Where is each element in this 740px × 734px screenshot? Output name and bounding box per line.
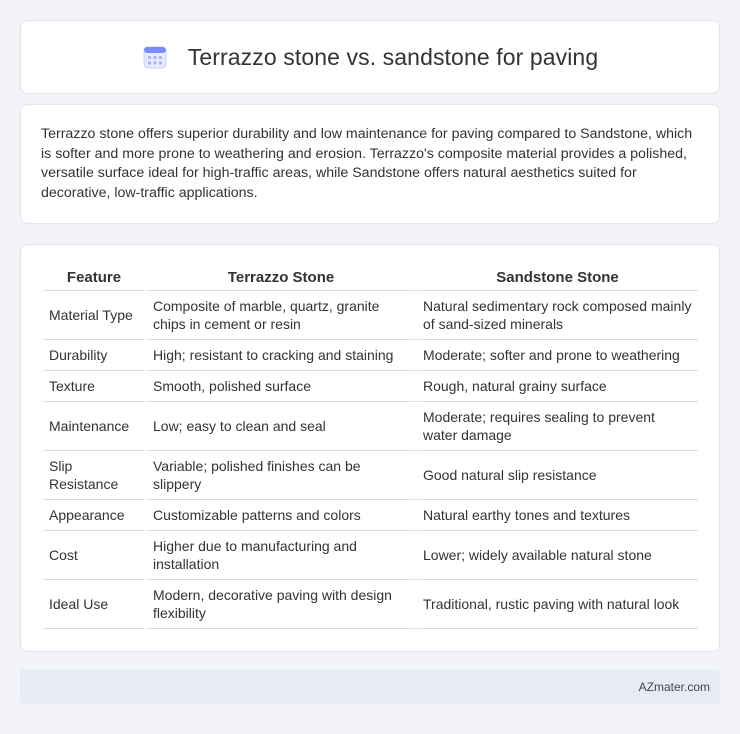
table-row bbox=[43, 370, 698, 401]
row-feature: Maintenance bbox=[43, 401, 146, 450]
summary-card bbox=[20, 104, 720, 224]
row-sandstone: Traditional, rustic paving with natural look bbox=[416, 579, 698, 628]
row-sandstone: Natural earthy tones and textures bbox=[416, 499, 698, 530]
row-feature: Durability bbox=[43, 339, 146, 370]
row-terrazzo: Composite of marble, quartz, granite chips in cement or resin bbox=[146, 290, 416, 339]
header-terrazzo: Terrazzo Stone bbox=[146, 265, 416, 290]
row-terrazzo: Customizable patterns and colors bbox=[146, 499, 416, 530]
summary-text: Terrazzo stone offers superior durability and low maintenance for paving compared to Sandstone, which is softer and more prone to weathering and erosion. Terrazzo's composite material provides a polished, versatile surface ideal for high-traffic areas, while Sandstone offers natural aesthetics suited for decorative, low-traffic applications. bbox=[41, 126, 693, 201]
table-row bbox=[43, 530, 698, 579]
row-terrazzo: Higher due to manufacturing and installation bbox=[146, 530, 416, 579]
title-wrap bbox=[142, 44, 598, 71]
header-card bbox=[20, 20, 720, 94]
row-feature: Material Type bbox=[43, 290, 146, 339]
row-sandstone: Moderate; softer and prone to weathering bbox=[416, 339, 698, 370]
row-feature: Ideal Use bbox=[43, 579, 146, 628]
table-row bbox=[43, 579, 698, 628]
footer-brand[interactable]: AZmater.com bbox=[638, 680, 710, 694]
row-sandstone: Natural sedimentary rock composed mainly of sand-sized minerals bbox=[416, 290, 698, 339]
row-terrazzo: Modern, decorative paving with design flexibility bbox=[146, 579, 416, 628]
row-terrazzo: High; resistant to cracking and staining bbox=[146, 339, 416, 370]
row-feature: Texture bbox=[43, 370, 146, 401]
header-sandstone: Sandstone Stone bbox=[416, 265, 698, 290]
table-card bbox=[20, 244, 720, 652]
header-feature: Feature bbox=[43, 265, 146, 290]
row-terrazzo: Smooth, polished surface bbox=[146, 370, 416, 401]
row-feature: Cost bbox=[43, 530, 146, 579]
row-sandstone: Rough, natural grainy surface bbox=[416, 370, 698, 401]
row-terrazzo: Variable; polished finishes can be slippery bbox=[146, 450, 416, 499]
footer bbox=[20, 670, 720, 704]
row-sandstone: Lower; widely available natural stone bbox=[416, 530, 698, 579]
row-terrazzo: Low; easy to clean and seal bbox=[146, 401, 416, 450]
table-row bbox=[43, 339, 698, 370]
table-row bbox=[43, 450, 698, 499]
calendar-icon bbox=[142, 44, 168, 70]
row-sandstone: Good natural slip resistance bbox=[416, 450, 698, 499]
table-header-row bbox=[43, 265, 698, 290]
table-row bbox=[43, 401, 698, 450]
table-row bbox=[43, 290, 698, 339]
comparison-table bbox=[43, 265, 698, 629]
row-feature: Appearance bbox=[43, 499, 146, 530]
table-row bbox=[43, 499, 698, 530]
page-title: Terrazzo stone vs. sandstone for paving bbox=[187, 43, 599, 70]
row-feature: Slip Resistance bbox=[43, 450, 146, 499]
row-sandstone: Moderate; requires sealing to prevent water damage bbox=[416, 401, 698, 450]
